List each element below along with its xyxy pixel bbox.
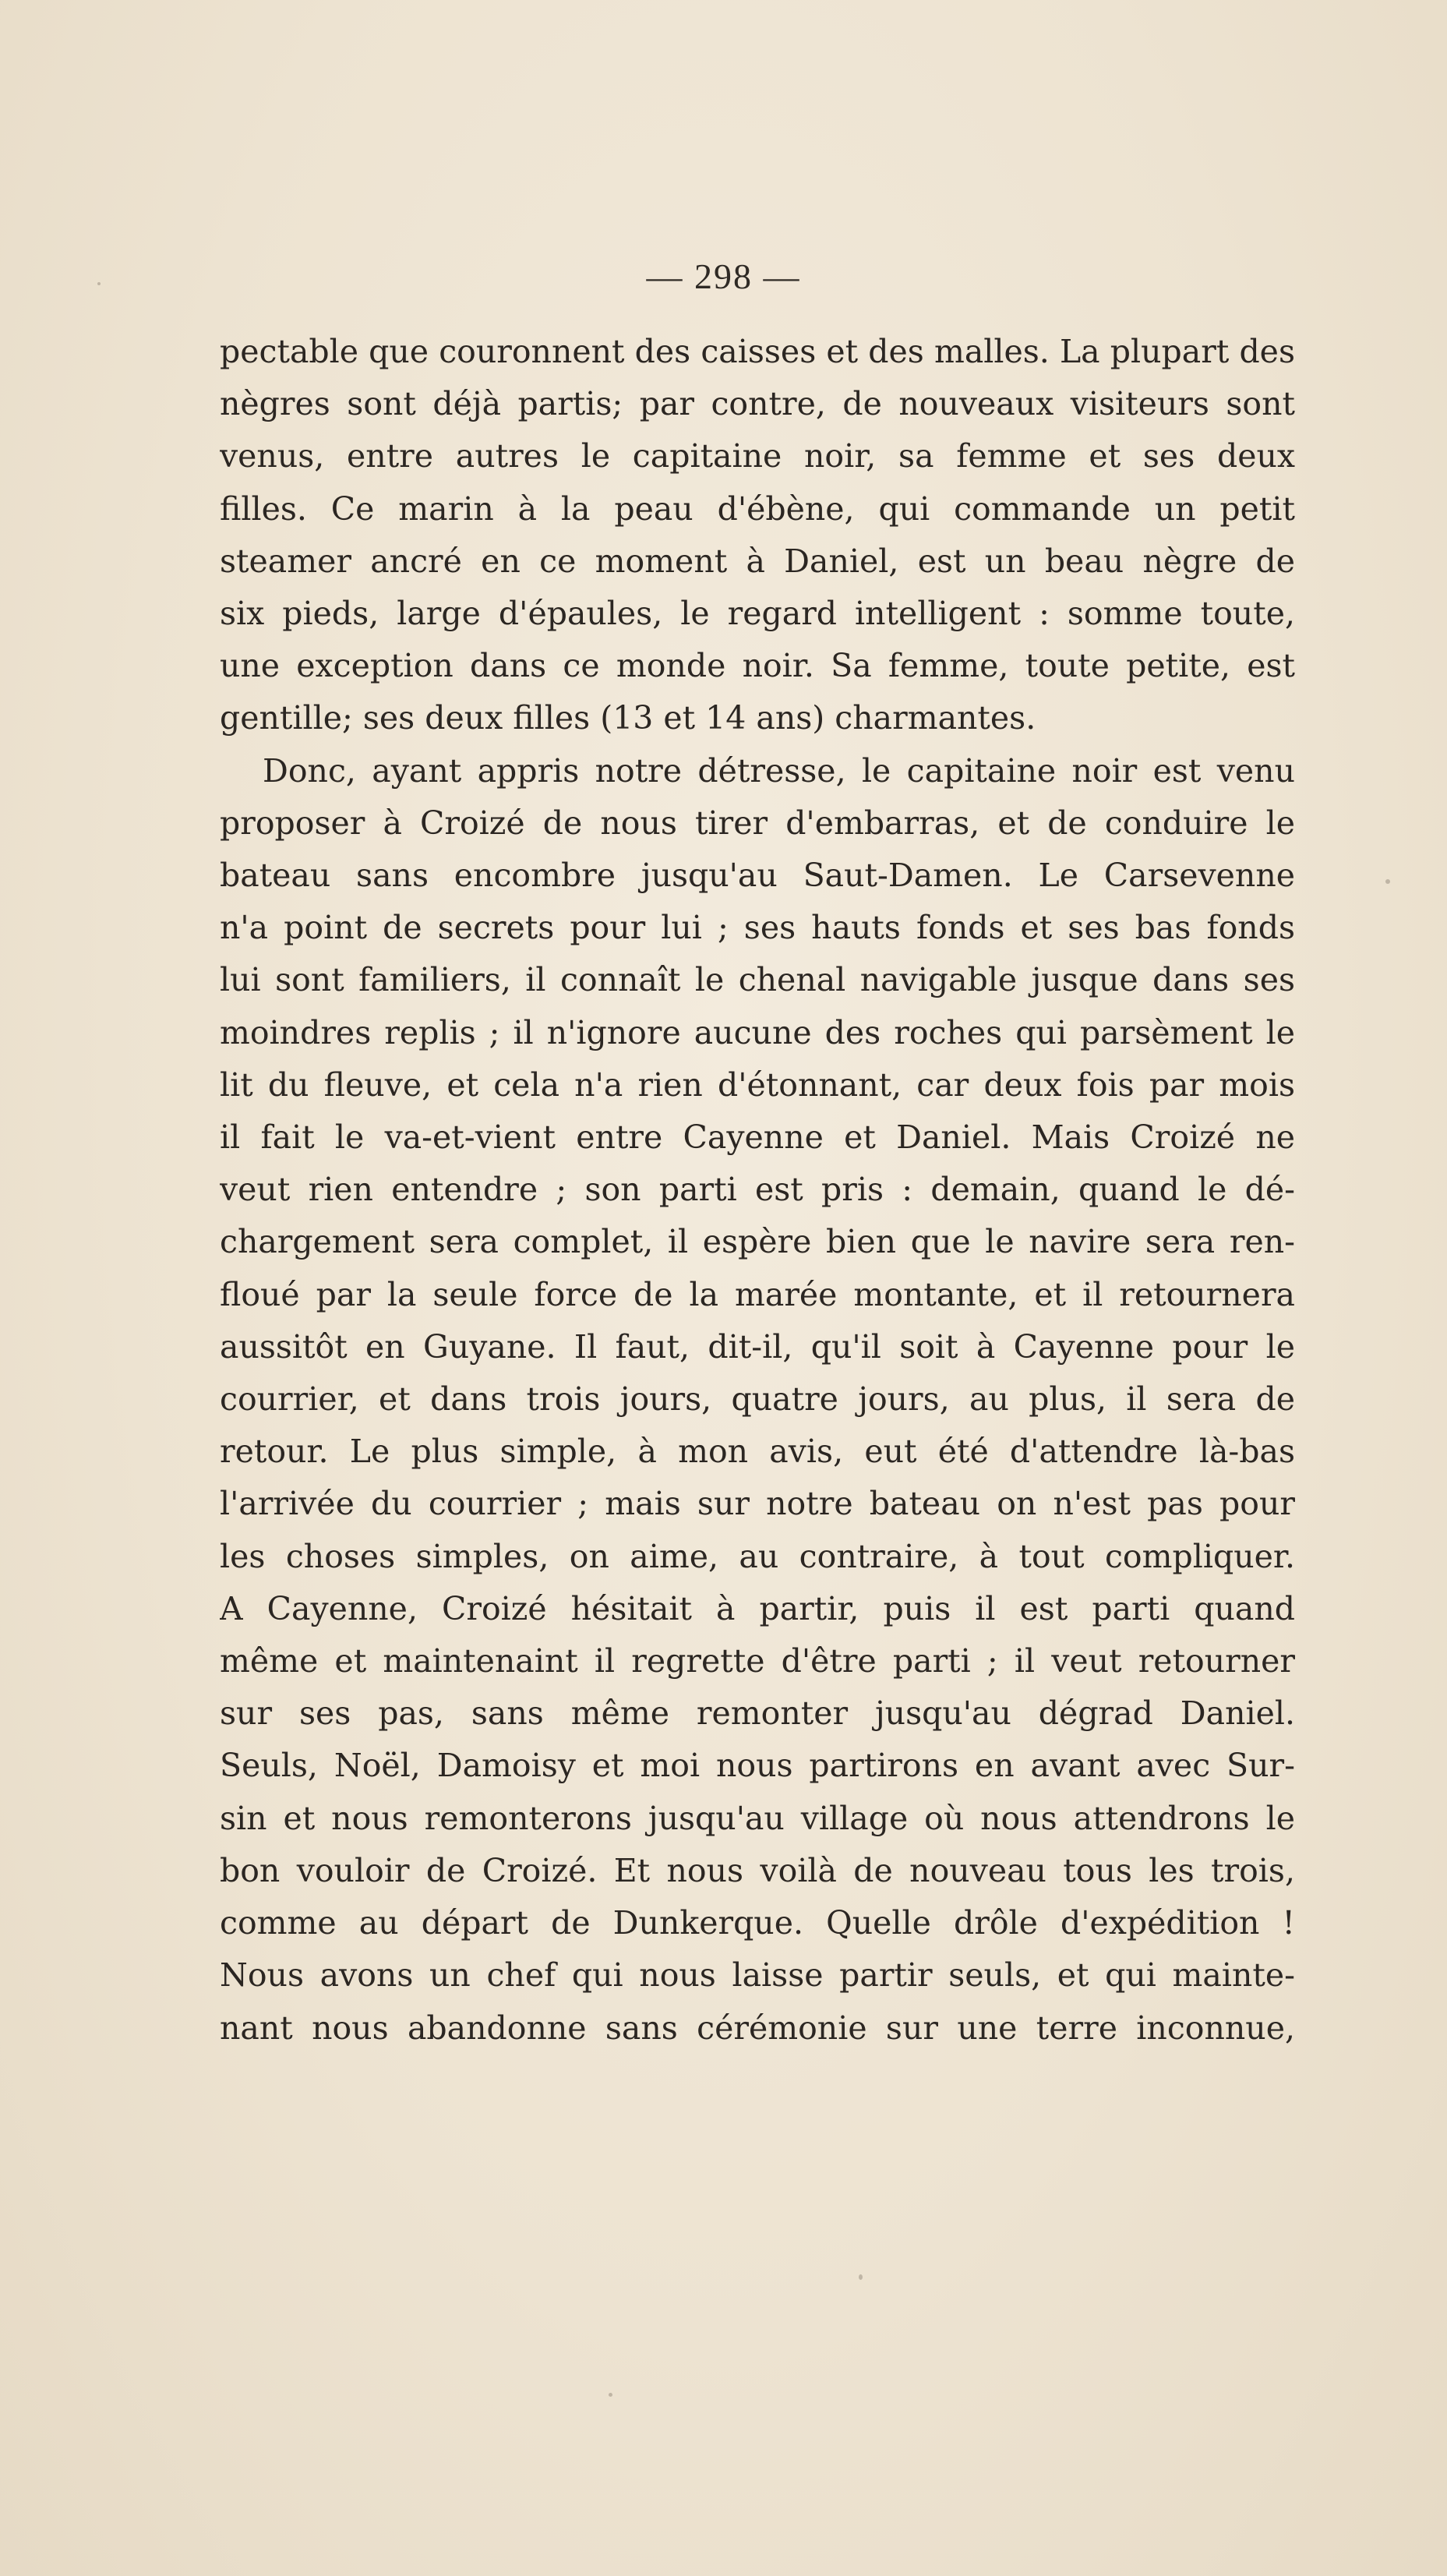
text-line: lit du fleuve, et cela n'a rien d'étonnant, car deux fois par mois	[220, 1065, 1295, 1104]
paper-speck	[859, 2274, 863, 2280]
text-line: sin et nous remonterons jusqu'au village où nous attendrons le	[220, 1799, 1295, 1837]
text-line: une exception dans ce monde noir. Sa femme, toute petite, est	[220, 647, 1295, 685]
text-line: Nous avons un chef qui nous laisse partir seuls, et qui mainte-	[220, 1956, 1295, 1995]
text-line: A Cayenne, Croizé hésitait à partir, puis il est parti quand	[220, 1589, 1295, 1627]
text-line: veut rien entendre ; son parti est pris : demain, quand le dé-	[220, 1171, 1295, 1209]
text-line: proposer à Croizé de nous tirer d'embarras, et de conduire le	[220, 804, 1295, 842]
paragraph-1	[220, 326, 1295, 745]
text-line: moindres replis ; il n'ignore aucune des roches qui parsèment le	[220, 1013, 1295, 1051]
text-line: six pieds, large d'épaules, le regard intelligent : somme toute,	[220, 595, 1295, 633]
text-line: même et maintenaint il regrette d'être parti ; il veut retourner	[220, 1642, 1295, 1680]
page-number: — 298 —	[646, 256, 801, 296]
text-line: lui sont familiers, il connaît le chenal navigable jusque dans ses	[220, 961, 1295, 999]
text-line: venus, entre autres le capitaine noir, sa femme et ses deux	[220, 437, 1295, 475]
text-line: il fait le va-et-vient entre Cayenne et Daniel. Mais Croizé ne	[220, 1118, 1295, 1157]
text-line: nègres sont déjà partis; par contre, de nouveaux visiteurs sont	[220, 385, 1295, 423]
text-line: nant nous abandonne sans cérémonie sur une terre inconnue,	[220, 2009, 1295, 2047]
text-line: chargement sera complet, il espère bien que le navire sera ren-	[220, 1223, 1295, 1261]
text-line: courrier, et dans trois jours, quatre jours, au plus, il sera de	[220, 1380, 1295, 1419]
text-line: floué par la seule force de la marée montante, et il retournera	[220, 1275, 1295, 1313]
paper-speck	[97, 282, 101, 285]
text-line: Donc, ayant appris notre détresse, le capitaine noir est venu	[263, 751, 1295, 790]
text-line: les choses simples, on aime, au contraire, à tout compliquer.	[220, 1537, 1295, 1575]
text-line: bon vouloir de Croizé. Et nous voilà de nouveau tous les trois,	[220, 1851, 1295, 1889]
paper-speck	[1385, 879, 1390, 884]
text-line: steamer ancré en ce moment à Daniel, est un beau nègre de	[220, 542, 1295, 580]
text-line: gentille; ses deux filles (13 et 14 ans) charmantes.	[220, 699, 1036, 737]
text-line: comme au départ de Dunkerque. Quelle drôle d'expédition !	[220, 1904, 1295, 1942]
paragraph-2	[220, 745, 1295, 2055]
paper-speck	[609, 2393, 612, 2397]
text-line: pectable que couronnent des caisses et des malles. La plupart des	[220, 333, 1295, 370]
text-line: Seuls, Noël, Damoisy et moi nous partirons en avant avec Sur-	[220, 1747, 1295, 1785]
text-line: aussitôt en Guyane. Il faut, dit-il, qu'il soit à Cayenne pour le	[220, 1327, 1295, 1366]
body-text	[220, 326, 1295, 2055]
text-line: l'arrivée du courrier ; mais sur notre bateau on n'est pas pour	[220, 1485, 1295, 1523]
text-line: filles. Ce marin à la peau d'ébène, qui commande un petit	[220, 489, 1295, 528]
text-line: retour. Le plus simple, à mon avis, eut été d'attendre là-bas	[220, 1433, 1295, 1471]
text-line: n'a point de secrets pour lui ; ses hauts fonds et ses bas fonds	[220, 909, 1295, 947]
text-line: bateau sans encombre jusqu'au Saut-Damen. Le Carsevenne	[220, 857, 1295, 895]
text-line: sur ses pas, sans même remonter jusqu'au dégrad Daniel.	[220, 1694, 1295, 1733]
